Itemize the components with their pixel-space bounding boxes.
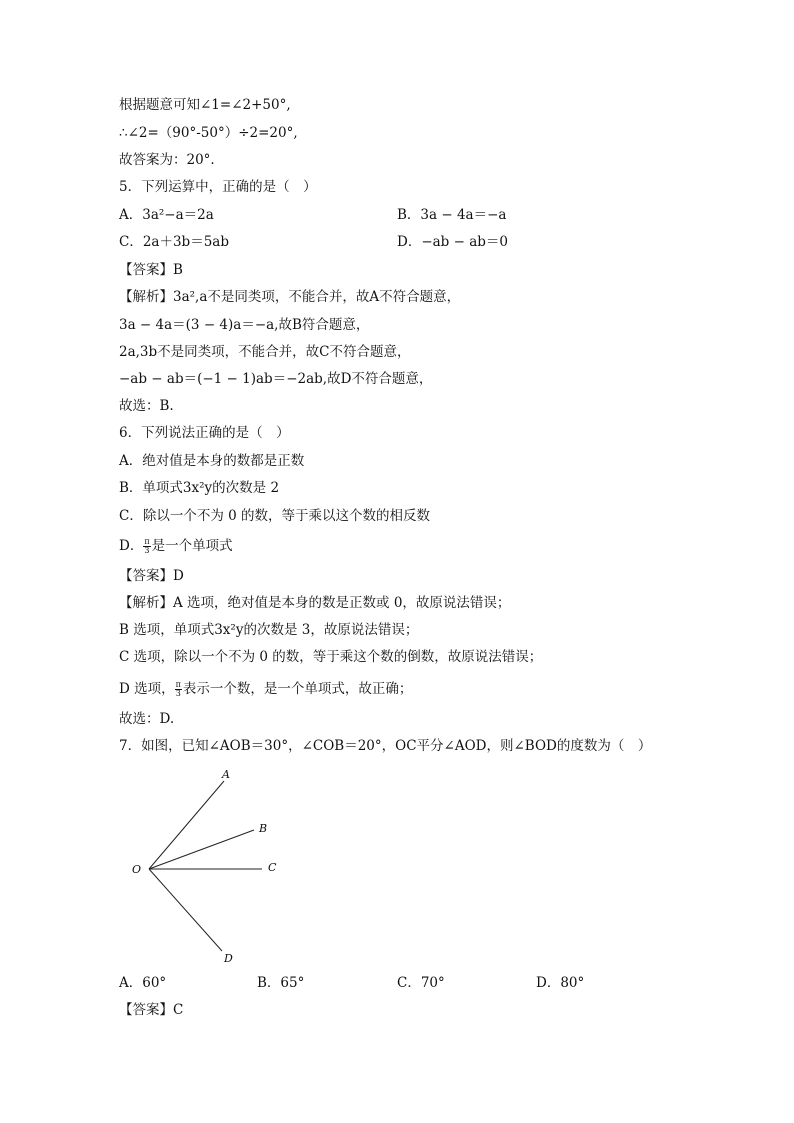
q6-option-a: A．绝对值是本身的数都是正数 bbox=[119, 453, 305, 469]
q5-explanation-1: 【解析】3a²,a不是同类项，不能合并，故A不符合题意， bbox=[119, 289, 461, 305]
q7-option-a: A．60° bbox=[119, 975, 167, 991]
q6-explanation-4-suffix: 表示一个数，是一个单项式，故正确； bbox=[182, 681, 413, 697]
q6-explanation-2: B 选项，单项式3x²y的次数是 3，故原说法错误； bbox=[119, 622, 419, 638]
solution-line-3: 故答案为：20°. bbox=[119, 152, 215, 168]
q6-explanation-4 bbox=[119, 680, 412, 698]
q5-stem: 5．下列运算中，正确的是（ ） bbox=[119, 179, 317, 195]
q5-explanation-4: −ab − ab＝(−1 − 1)ab＝−2ab,故D不符合题意， bbox=[119, 371, 433, 387]
fraction-denominator: 3 bbox=[144, 546, 150, 555]
q6-option-d-prefix: D． bbox=[119, 538, 144, 554]
q6-explanation-4-prefix: D 选项， bbox=[119, 681, 175, 697]
fraction-numerator: π bbox=[144, 537, 150, 546]
label-b: B bbox=[259, 822, 268, 835]
pi-over-3-fraction bbox=[143, 538, 150, 555]
fraction-numerator: π bbox=[175, 680, 181, 689]
q6-explanation-3: C 选项，除以一个不为 0 的数，等于乘这个数的倒数，故原说法错误； bbox=[119, 649, 543, 665]
q6-option-b: B．单项式3x²y的次数是 2 bbox=[119, 480, 280, 496]
q7-answer: 【答案】C bbox=[119, 1002, 184, 1018]
q5-explanation-2: 3a − 4a＝(3 − 4)a＝−a,故B符合题意， bbox=[119, 317, 370, 333]
q6-option-c: C．除以一个不为 0 的数，等于乘以这个数的相反数 bbox=[119, 508, 431, 524]
solution-line-1: 根据题意可知∠1=∠2+50°, bbox=[119, 97, 291, 113]
q5-option-b: B．3a − 4a＝−a bbox=[397, 207, 507, 223]
q5-explanation-3: 2a,3b不是同类项，不能合并，故C不符合题意， bbox=[119, 344, 411, 360]
label-d: D bbox=[224, 952, 233, 965]
q5-explanation-5: 故选：B. bbox=[119, 398, 174, 414]
q6-explanation-5: 故选：D. bbox=[119, 711, 175, 727]
label-o: O bbox=[132, 863, 142, 876]
q6-option-d bbox=[119, 537, 233, 555]
label-a: A bbox=[222, 768, 230, 781]
q6-answer: 【答案】D bbox=[119, 568, 184, 584]
q6-stem: 6．下列说法正确的是（ ） bbox=[119, 425, 290, 441]
pi-over-3-fraction bbox=[175, 681, 182, 698]
q7-option-c: C．70° bbox=[397, 975, 445, 991]
q7-option-b: B．65° bbox=[257, 975, 305, 991]
ray-od bbox=[149, 869, 222, 951]
ray-oa bbox=[149, 781, 224, 869]
q5-answer: 【答案】B bbox=[119, 262, 183, 278]
q6-option-d-suffix: 是一个单项式 bbox=[151, 538, 233, 554]
label-c: C bbox=[268, 861, 277, 874]
q7-stem: 7．如图，已知∠AOB＝30°，∠COB＝20°，OC平分∠AOD，则∠BOD的度数为（ ） bbox=[119, 738, 652, 754]
q6-explanation-1: 【解析】A 选项，绝对值是本身的数是正数或 0，故原说法错误； bbox=[119, 595, 511, 611]
ray-ob bbox=[149, 830, 254, 869]
q5-option-c: C．2a＋3b＝5ab bbox=[119, 234, 229, 250]
q7-option-d: D．80° bbox=[536, 975, 585, 991]
q5-option-a: A．3a²−a＝2a bbox=[119, 207, 214, 223]
solution-line-2: ∴∠2=（90°-50°）÷2=20°, bbox=[119, 125, 298, 141]
fraction-denominator: 3 bbox=[175, 689, 181, 698]
q5-option-d: D．−ab − ab＝0 bbox=[397, 234, 508, 250]
